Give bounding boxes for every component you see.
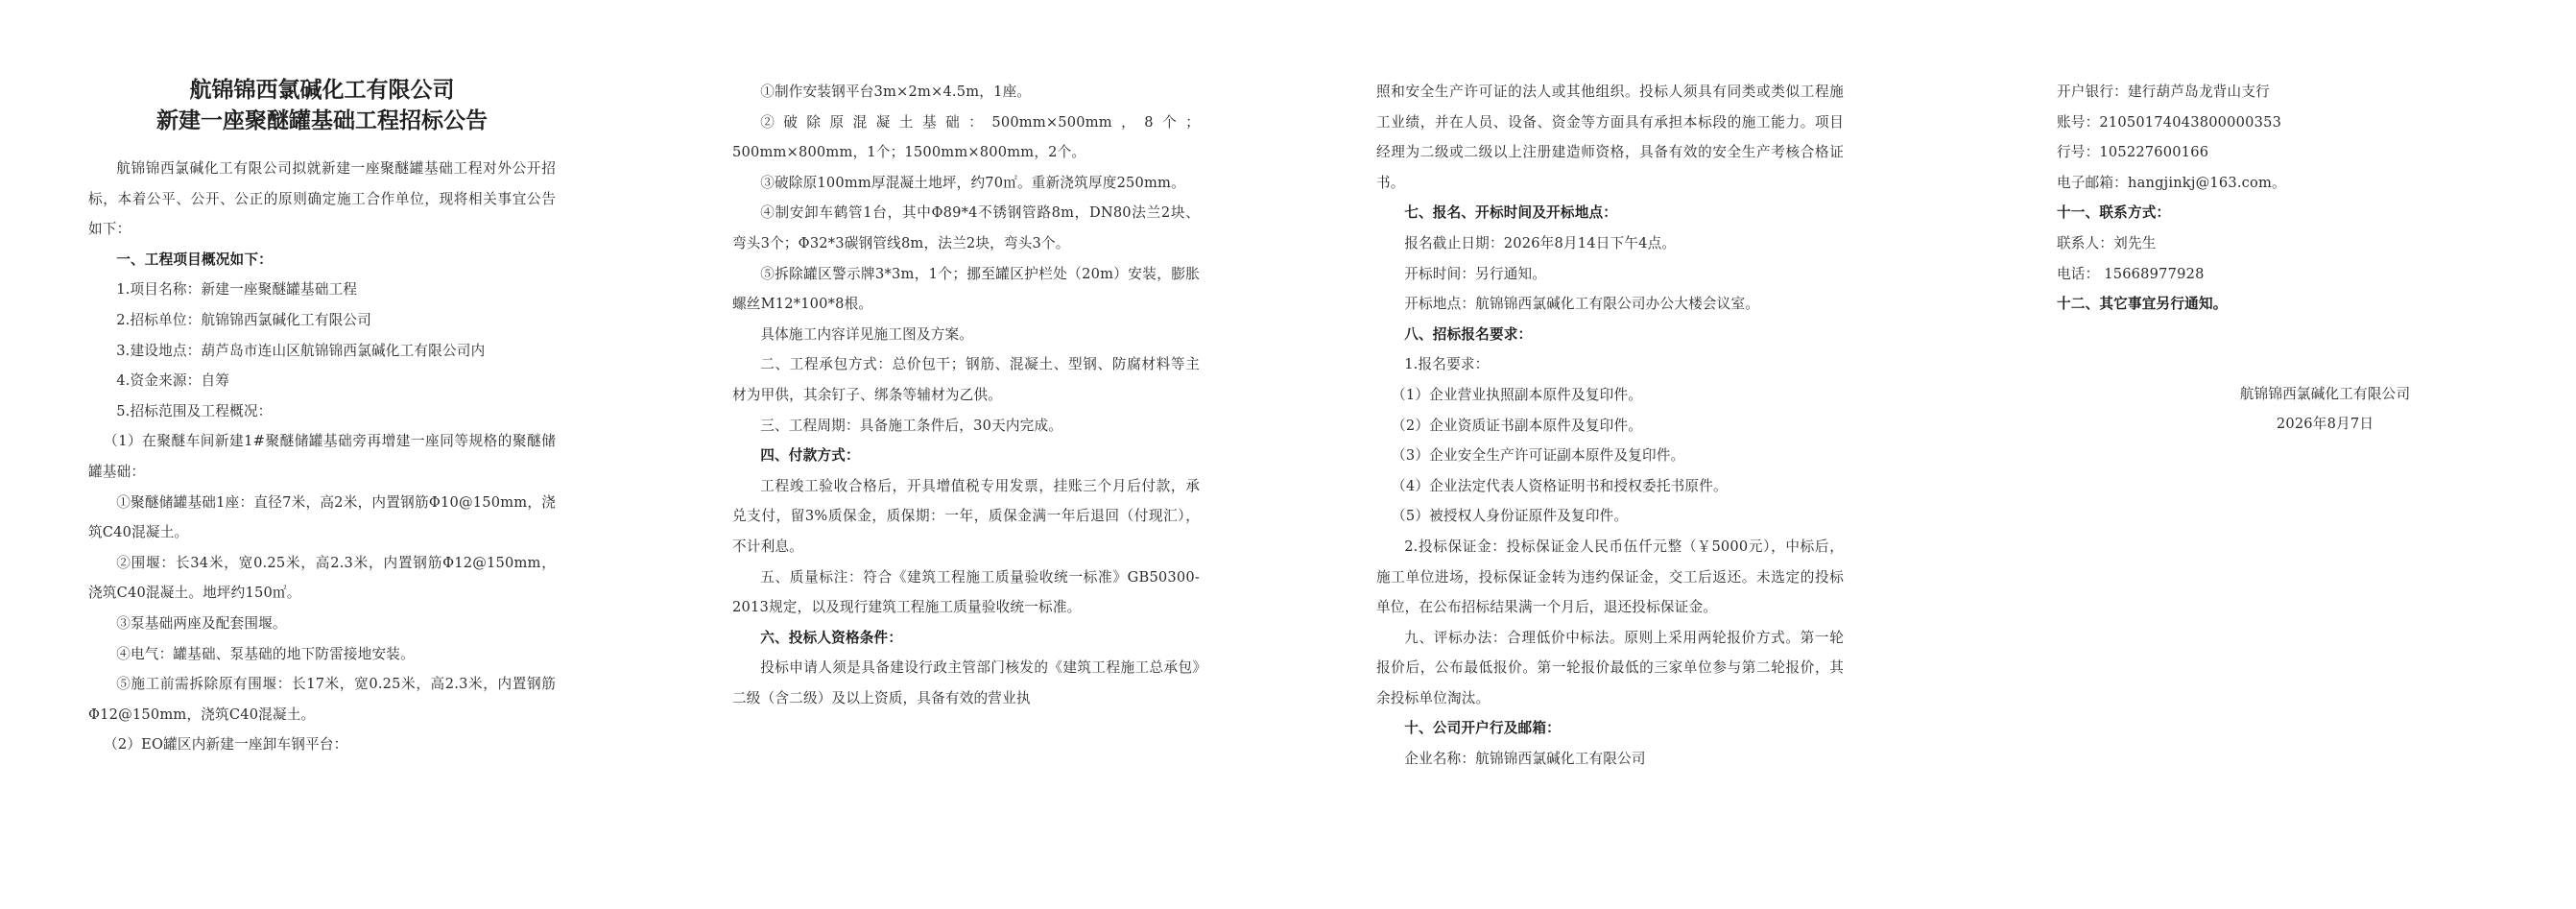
section-paragraph: 九、评标办法：合理低价中标法。原则上采用两轮报价方式。第一轮报价后，公布最低报价。第一轮报价最低的三家单位参与第二轮报价，其余投标单位淘汰。: [1376, 629, 1844, 706]
signature-company: 航锦锦西氯碱化工有限公司: [2239, 385, 2411, 402]
section-heading: 十、公司开户行及邮箱：: [1404, 720, 1561, 737]
list-item: ②破除原混凝土基础：500mm×500mm，8个；500mm×800mm，1个；1500mm×800mm，2个。: [732, 113, 1200, 161]
list-item: 开标时间：另行通知。: [1404, 265, 1547, 282]
body-paragraph: 工程竣工验收合格后，开具增值税专用发票，挂账三个月后付款，承兑支付，留3%质保金，质保期：一年，质保金满一年后退回（付现汇），不计利息。: [732, 477, 1200, 555]
page-2: [644, 0, 1288, 909]
section-heading: 十一、联系方式：: [2057, 204, 2171, 222]
list-item: 3.建设地点：葫芦岛市连山区航锦锦西氯碱化工有限公司内: [116, 342, 486, 359]
list-item: ④电气：罐基础、泵基础的地下防雷接地安装。: [116, 645, 415, 662]
list-item: ⑤拆除罐区警示牌3*3m，1个；挪至罐区护栏处（20m）安装，膨胀螺丝M12*100*8根。: [732, 265, 1200, 313]
bank-code: 行号：105227600166: [2057, 144, 2209, 161]
contact-person: 联系人：刘先生: [2057, 234, 2157, 251]
body-paragraph: 2.投标保证金：投标保证金人民币伍仟元整（￥5000元），中标后，施工单位进场，投标保证金转为违约保证金，交工后返还。未选定的投标单位，在公布招标结果满一个月后，退还投标保证金。: [1376, 538, 1844, 616]
section-heading: 一、工程项目概况如下：: [116, 251, 273, 268]
section-heading: 四、付款方式：: [760, 447, 860, 465]
signature-block: [2057, 379, 2488, 440]
section-heading: 八、招标报名要求：: [1404, 325, 1533, 343]
section-paragraph: 五、质量标注：符合《建筑工程施工质量验收统一标准》GB50300-2013规定，以及现行建筑工程施工质量验收统一标准。: [732, 568, 1200, 616]
body-paragraph: 投标申请人须是具备建设行政主管部门核发的《建筑工程施工总承包》二级（含二级）及以上资质，具备有效的营业执: [732, 659, 1200, 706]
list-item: 2.招标单位：航锦锦西氯碱化工有限公司: [116, 311, 372, 328]
bank-name: 开户银行：建行葫芦岛龙背山支行: [2057, 84, 2270, 100]
list-item: 1.报名要求：: [1404, 356, 1490, 373]
intro-paragraph: 航锦锦西氯碱化工有限公司拟就新建一座聚醚罐基础工程对外公开招标，本着公平、公开、公正的原则确定施工合作单位，现将相关事宜公告如下：: [88, 160, 556, 238]
list-item: 1.项目名称：新建一座聚醚罐基础工程: [116, 281, 358, 299]
list-item: （2）企业资质证书副本原件及复印件。: [1392, 417, 1643, 434]
body-paragraph: 具体施工内容详见施工图及方案。: [760, 325, 974, 343]
list-item: ③泵基础两座及配套围堰。: [116, 614, 287, 632]
list-item: （3）企业安全生产许可证副本原件及复印件。: [1392, 447, 1685, 465]
page-1: [0, 0, 644, 909]
page-4: [1932, 0, 2576, 909]
list-item: 开标地点：航锦锦西氯碱化工有限公司办公大楼会议室。: [1404, 296, 1760, 313]
section-paragraph: 二、工程承包方式：总价包干；钢筋、混凝土、型钢、防腐材料等主材为甲供，其余钉子、绑条等辅材为乙供。: [732, 356, 1200, 403]
section-heading: 七、报名、开标时间及开标地点：: [1404, 204, 1618, 222]
list-item: （1）在聚醚车间新建1#聚醚储罐基础旁再增建一座同等规格的聚醚储罐基础：: [88, 433, 556, 480]
list-item: 5.招标范围及工程概况：: [116, 402, 273, 419]
list-item: ①聚醚储罐基础1座：直径7米，高2米，内置钢筋Φ10@150mm，浇筑C40混凝土。: [88, 493, 556, 541]
list-item: 企业名称：航锦锦西氯碱化工有限公司: [1404, 751, 1646, 768]
list-item: （5）被授权人身份证原件及复印件。: [1392, 508, 1629, 525]
list-item: 4.资金来源：自筹: [116, 372, 230, 390]
section-paragraph: 三、工程周期：具备施工条件后，30天内完成。: [760, 417, 1063, 434]
contact-phone: 电话： 15668977928: [2057, 265, 2205, 282]
list-item: （1）企业营业执照副本原件及复印件。: [1392, 386, 1643, 403]
page-3: [1288, 0, 1932, 909]
list-item: ④制安卸车鹤管1台，其中Φ89*4不锈钢管路8m，DN80法兰2块、弯头3个；Φ32*3碳钢管线8m，法兰2块，弯头3个。: [732, 204, 1200, 251]
title-line-2: 新建一座聚醚罐基础工程招标公告: [156, 108, 488, 133]
title-line-1: 航锦锦西氯碱化工有限公司: [189, 77, 455, 103]
document-title: [88, 75, 556, 136]
list-item: ⑤施工前需拆除原有围堰：长17米，宽0.25米，高2.3米，内置钢筋Φ12@150mm，浇筑C40混凝土。: [88, 676, 556, 723]
list-item: ①制作安装钢平台3m×2m×4.5m，1座。: [760, 84, 1032, 100]
list-item: 报名截止日期：2026年8月14日下午4点。: [1404, 234, 1677, 251]
email-address: 电子邮箱：hangjinkj@163.com。: [2057, 174, 2286, 191]
list-item: （2）EO罐区内新建一座卸车钢平台：: [104, 736, 348, 754]
section-heading: 六、投标人资格条件：: [760, 629, 903, 646]
list-item: ②围堰：长34米，宽0.25米，高2.3米，内置钢筋Φ12@150mm，浇筑C40混凝土。地坪约150㎡。: [88, 554, 556, 602]
section-heading: 十二、其它事宜另行通知。: [2057, 296, 2228, 313]
account-number: 账号：21050174043800000353: [2057, 113, 2282, 131]
list-item: （4）企业法定代表人资格证明书和授权委托书原件。: [1392, 477, 1728, 494]
body-paragraph: 照和安全生产许可证的法人或其他组织。投标人须具有同类或类似工程施工业绩，并在人员、设备、资金等方面具有承担本标段的施工能力。项目经理为二级或二级以上注册建造师资格，具备有效的安全生产考核合格证书。: [1376, 84, 1844, 191]
signature-date: 2026年8月7日: [2276, 416, 2374, 433]
list-item: ③破除原100mm厚混凝土地坪，约70㎡。重新浇筑厚度250mm。: [760, 174, 1185, 191]
